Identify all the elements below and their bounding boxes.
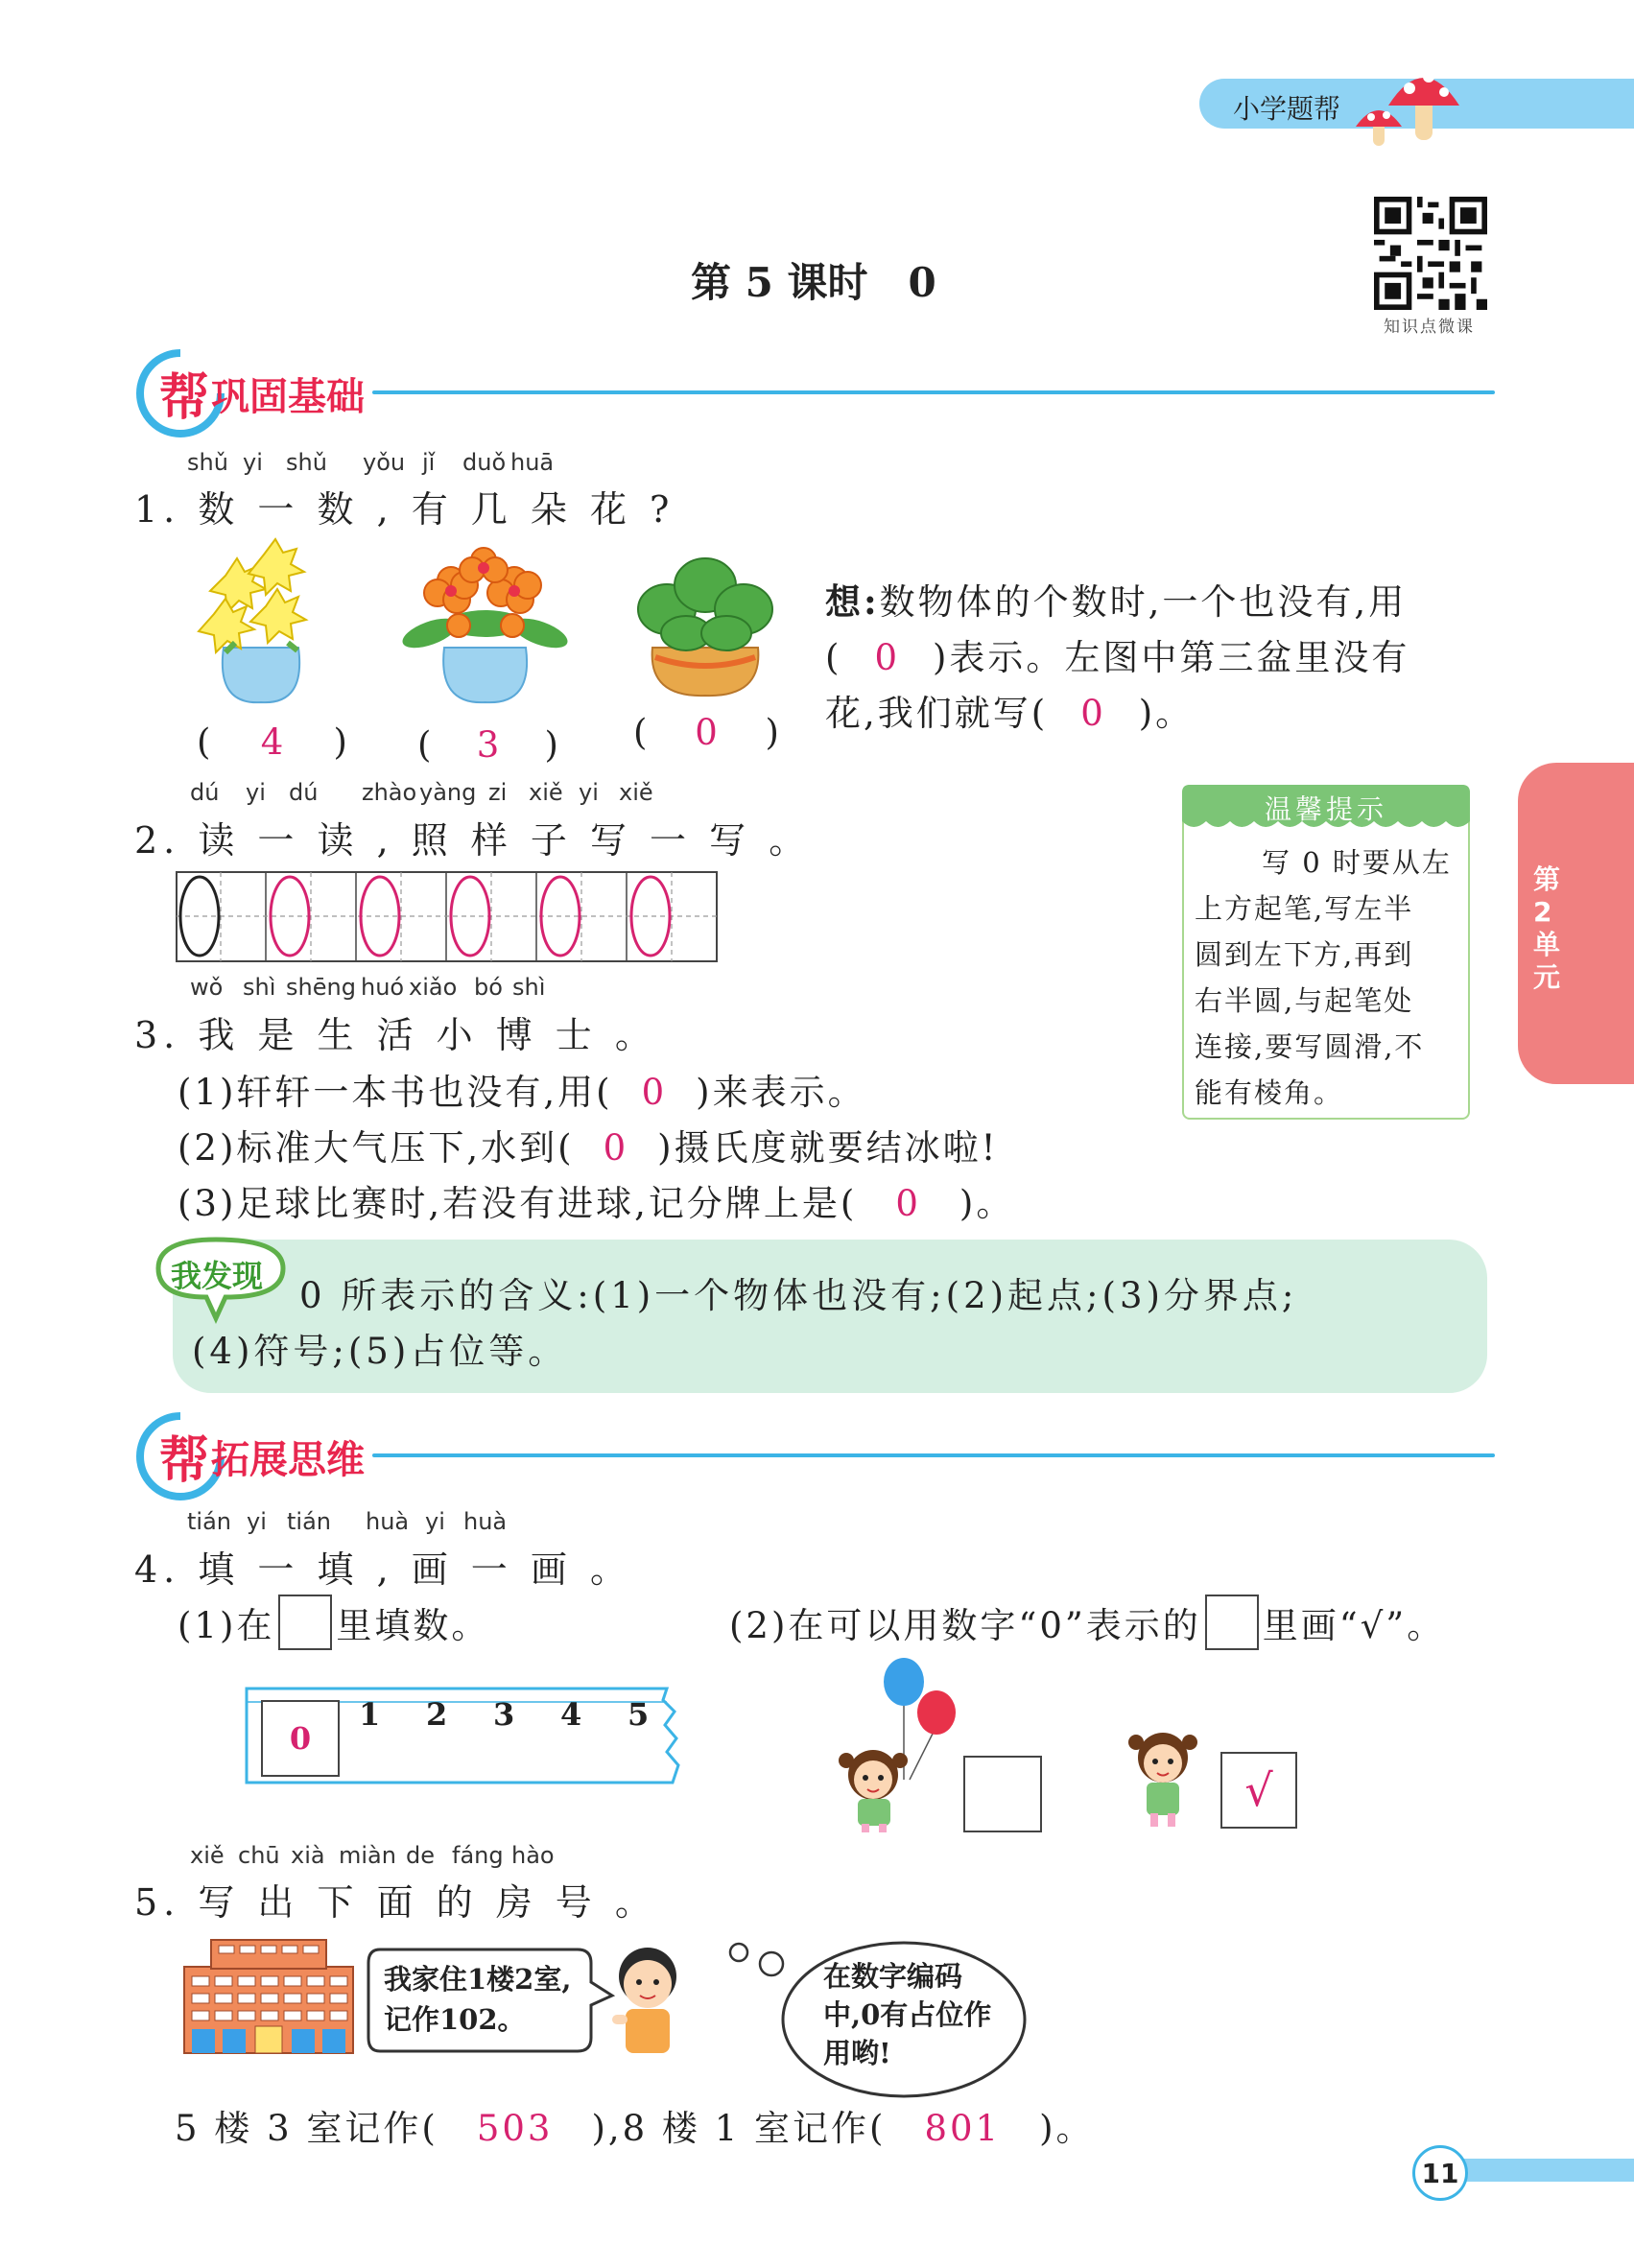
- pinyin: duǒ: [462, 449, 507, 476]
- q3-item-1: (1)轩轩一本书也没有,用( 0 )来表示。: [178, 1072, 866, 1113]
- pinyin: zhào: [362, 779, 417, 806]
- pinyin: xiǎo: [409, 974, 458, 1001]
- q3-text: 3. 我 是 生 活 小 博 士 。: [134, 1014, 657, 1056]
- q5-answer-line: 5 楼 3 室记作( 503 ),8 楼 1 室记作( 801 )。: [175, 2108, 1095, 2149]
- think-answer-1[interactable]: 0: [874, 637, 900, 678]
- think-answer-2[interactable]: 0: [1080, 693, 1106, 734]
- pinyin: bó: [474, 974, 503, 1001]
- empty-pot-icon: [628, 542, 782, 700]
- q1-answer-3[interactable]: 0: [695, 712, 721, 753]
- q2-pinyin: [190, 779, 689, 806]
- qr-code-icon[interactable]: [1374, 197, 1487, 310]
- ruler-number: 3: [493, 1696, 515, 1733]
- q1-pinyin: [187, 449, 590, 476]
- section2-label: 拓展思维: [211, 1438, 365, 1482]
- girl-icon: [1125, 1717, 1201, 1832]
- boy-icon: [604, 1936, 691, 2056]
- pinyin: yàng: [419, 779, 477, 806]
- q5-answer-2[interactable]: 801: [924, 2108, 1002, 2149]
- q1-text: 1. 数 一 数 , 有 几 朵 花 ?: [134, 488, 675, 531]
- page-title: 第 5 课时 0: [691, 259, 936, 306]
- section2-line: [372, 1453, 1495, 1457]
- example-box: [278, 1595, 332, 1650]
- example-box: [1205, 1595, 1259, 1650]
- q3-answer-3[interactable]: 0: [895, 1183, 921, 1224]
- side-tab-label: 第2单元: [1533, 863, 1561, 993]
- q5-pinyin: [190, 1842, 631, 1869]
- section1-line: [372, 390, 1495, 394]
- ruler-answer-box[interactable]: [261, 1700, 340, 1777]
- check-box-1[interactable]: [963, 1756, 1042, 1832]
- ruler-answer: 0: [289, 1720, 312, 1757]
- discover-line-2: (4)符号;(5)占位等。: [192, 1331, 568, 1372]
- page-number: 11: [1421, 2157, 1459, 2189]
- tip-text: 写 0 时要从左 上方起笔,写左半 圆到左下方,再到 右半圆,与起笔处 连接,要写圆滑,不 能有棱角。: [1195, 846, 1452, 1109]
- q4-text: 4. 填 一 填 , 画 一 画 。: [134, 1548, 632, 1591]
- pinyin: dú: [190, 779, 220, 806]
- check-box-2[interactable]: [1220, 1752, 1297, 1829]
- pinyin: xiě: [529, 779, 563, 806]
- girl-with-balloons-icon: [835, 1655, 964, 1832]
- tip-title: 温馨提示: [1264, 793, 1387, 825]
- qr-caption: 知识点微课: [1384, 318, 1475, 337]
- check-mark: √: [1244, 1764, 1273, 1816]
- q4-pinyin: [187, 1508, 533, 1535]
- q1-think: 想:数物体的个数时,一个也没有,用 ( 0 )表示。左图中第三盆里没有 花,我们就写( 0 )。: [825, 580, 1410, 734]
- pinyin: yi: [425, 1508, 445, 1535]
- pinyin: shǔ: [187, 449, 228, 476]
- q3-item-3: (3)足球比赛时,若没有进球,记分牌上是( 0 )。: [178, 1183, 1015, 1224]
- q5-text: 5. 写 出 下 面 的 房 号 。: [134, 1881, 657, 1924]
- q3-answer-2[interactable]: 0: [603, 1127, 629, 1169]
- pinyin: shēng: [286, 974, 356, 1001]
- ruler-number: 5: [628, 1696, 650, 1733]
- q1-blank-2: ( 3 ): [417, 724, 561, 766]
- pinyin: tián: [187, 1508, 231, 1535]
- pinyin: huà: [463, 1508, 508, 1535]
- pinyin: zi: [488, 779, 508, 806]
- pinyin: xià: [291, 1842, 325, 1869]
- header-brand: 小学题帮: [1233, 93, 1341, 125]
- q4-sub-1: (1)在 里填数。: [178, 1595, 489, 1650]
- section1-char: 帮: [159, 369, 210, 427]
- pinyin: hào: [511, 1842, 555, 1869]
- footer-strip: [1439, 2159, 1634, 2182]
- writing-grid[interactable]: [176, 871, 718, 962]
- pinyin: dú: [289, 779, 319, 806]
- pinyin: xiě: [190, 1842, 225, 1869]
- thought-bubble-text: 在数字编码中,0有占位作用哟!: [823, 1960, 992, 2069]
- q1-answer-2[interactable]: 3: [476, 724, 503, 766]
- ruler-numbers: [359, 1696, 649, 1733]
- discover-line-1: 0 所表示的含义:(1)一个物体也没有;(2)起点;(3)分界点;: [299, 1275, 1298, 1316]
- discover-badge: 我发现: [171, 1258, 264, 1294]
- orange-flower-pot-icon: [401, 537, 569, 705]
- think-label: 想:: [825, 580, 880, 623]
- pinyin: de: [406, 1842, 435, 1869]
- q5-answer-1[interactable]: 503: [476, 2108, 554, 2149]
- ruler-number: 4: [560, 1696, 582, 1733]
- pinyin: chū: [238, 1842, 280, 1869]
- pinyin: miàn: [339, 1842, 396, 1869]
- pinyin: huā: [510, 449, 555, 476]
- pinyin: huà: [366, 1508, 410, 1535]
- pinyin: yi: [579, 779, 599, 806]
- section2-char: 帮: [159, 1432, 210, 1490]
- building-icon: [182, 1938, 355, 2058]
- q3-answer-1[interactable]: 0: [641, 1072, 668, 1113]
- pinyin: wǒ: [190, 974, 224, 1001]
- pinyin: jǐ: [422, 449, 436, 476]
- pinyin: tián: [287, 1508, 331, 1535]
- pinyin: fáng: [452, 1842, 504, 1869]
- pinyin: yi: [247, 1508, 267, 1535]
- q1-answer-1[interactable]: 4: [260, 721, 287, 763]
- yellow-flower-pot-icon: [197, 537, 326, 705]
- pinyin: yǒu: [363, 449, 406, 476]
- q3-item-2: (2)标准大气压下,水到( 0 )摄氏度就要结冰啦!: [178, 1127, 999, 1169]
- ruler-number: 2: [426, 1696, 448, 1733]
- q4-sub-2: (2)在可以用数字“0”表示的 里画“√”。: [729, 1595, 1445, 1650]
- q1-blank-3: ( 0 ): [633, 712, 782, 753]
- page-number-badge: [1412, 2145, 1468, 2201]
- q2-text: 2. 读 一 读 , 照 样 子 写 一 写 。: [134, 819, 812, 862]
- pinyin: shì: [243, 974, 276, 1001]
- q1-blank-1: ( 4 ): [197, 721, 350, 763]
- ruler-number: 1: [359, 1696, 381, 1733]
- pinyin: shì: [512, 974, 546, 1001]
- speech-bubble-1-text: 我家住1楼2室,记作102。: [384, 1963, 572, 2036]
- pinyin: xiě: [619, 779, 653, 806]
- pinyin: yi: [243, 449, 263, 476]
- pinyin: shǔ: [286, 449, 327, 476]
- mushroom-icon: [1348, 58, 1463, 150]
- pinyin: huó: [361, 974, 405, 1001]
- pinyin: yi: [246, 779, 266, 806]
- section1-label: 巩固基础: [211, 375, 365, 419]
- q3-pinyin: [190, 974, 593, 1001]
